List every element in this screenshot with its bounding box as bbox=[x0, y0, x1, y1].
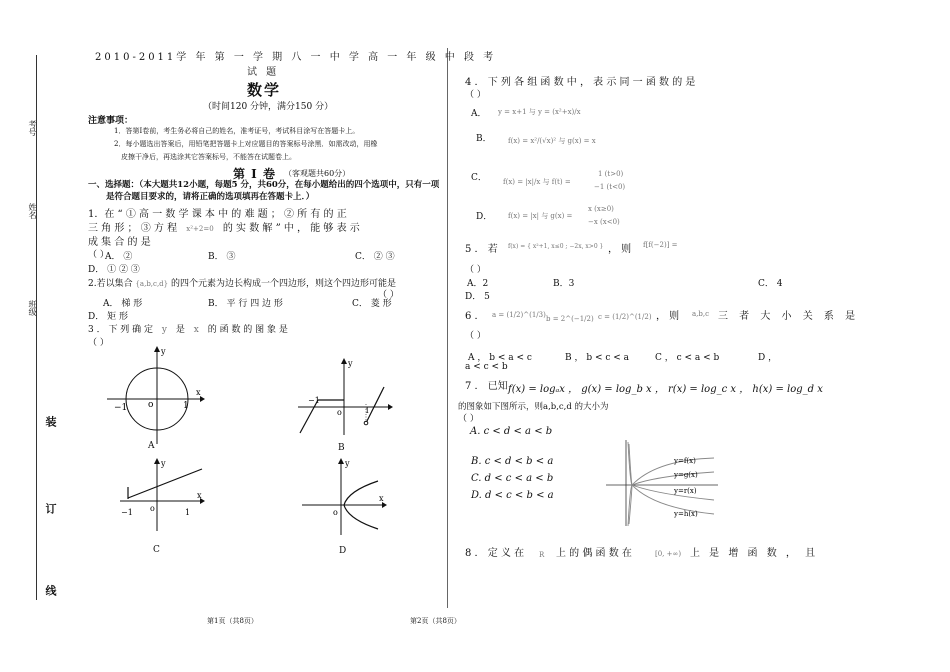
q7-label: 7 ． 已知 bbox=[465, 381, 508, 392]
q3-graph-b bbox=[296, 357, 396, 437]
q3-line1 bbox=[88, 322, 288, 335]
q6-abc: a,b,c bbox=[692, 310, 710, 318]
q2-option-b: B． 平 行 四 边 形 bbox=[208, 299, 283, 309]
q8-R: R bbox=[539, 551, 545, 559]
q4-b-label: B． bbox=[476, 134, 492, 144]
q6-option-c: C ， c < a < b bbox=[655, 353, 720, 363]
q8-interval: [0, +∞) bbox=[655, 550, 682, 558]
binding-line bbox=[36, 55, 37, 600]
time-info: （时间120 分钟，满分150 分） bbox=[203, 102, 334, 112]
part1-heading: 第 Ⅰ 卷 bbox=[233, 167, 276, 181]
q3-y: y bbox=[161, 325, 167, 335]
q6-option-d1: D ， bbox=[758, 353, 778, 363]
q2-line1 bbox=[88, 276, 396, 289]
q2-set: {a,b,c,d} bbox=[135, 280, 169, 288]
q7-funcs: f(x) = logₐx ， g(x) = log_b x ， r(x) = log_c x ， h(x) = log_d x bbox=[508, 384, 823, 395]
q6-a: a = (1/2)^(1/3) bbox=[492, 311, 546, 319]
q7-text: 的图象如下图所示，则a,b,c,d 的大小为 bbox=[458, 402, 609, 412]
q6-label: 6 ． bbox=[465, 311, 485, 322]
side-label-kaohao: 考号 bbox=[28, 120, 37, 136]
graph-d-x: x bbox=[379, 494, 384, 503]
curve-r-label: y=r(x) bbox=[674, 487, 697, 495]
graph-d-y: y bbox=[345, 459, 350, 468]
q1-line2-end: 的 实 数 解 ” 中 ， 能 够 表 示 bbox=[222, 223, 360, 234]
subject-title: 数学 bbox=[247, 81, 282, 99]
section1-intro-b: 是符合题目要求的，请将正确的选项填再在答题卡上．） bbox=[106, 192, 315, 202]
graph-c-x: x bbox=[197, 491, 202, 500]
graph-c-m1: −1 bbox=[121, 508, 133, 517]
q1-option-c: C． ② ③ bbox=[355, 252, 395, 262]
exam-title-line1: 2010-2011学 年 第 一 学 期 八 一 中 学 高 一 年 级 中 段 考 bbox=[95, 52, 497, 63]
q7-log-graph bbox=[606, 438, 721, 528]
graph-c-label: C bbox=[153, 545, 160, 555]
side-label-xingming: 姓名 bbox=[28, 203, 37, 219]
curve-g-label: y=g(x) bbox=[674, 471, 698, 479]
q3-start: 3 ． 下 列 确 定 bbox=[88, 325, 154, 335]
q4-c-label: C． bbox=[471, 173, 487, 183]
graph-a-x: x bbox=[196, 388, 201, 397]
q7-option-d: D. d < c < b < a bbox=[471, 490, 554, 501]
q6-text: 三 者 大 小 关 系 是 bbox=[718, 311, 860, 322]
q6-option-b: B ， b < c < a bbox=[565, 353, 630, 363]
column-divider bbox=[447, 48, 448, 608]
q1-line2 bbox=[88, 219, 360, 234]
side-mark-ding: 订 bbox=[44, 503, 57, 514]
q1-line1: 1．在 “ ① 高 一 数 学 课 本 中 的 难 题 ； ② 所 有 的 正 bbox=[88, 209, 347, 220]
q3-is: 是 bbox=[175, 325, 185, 335]
q1-option-d: D． ① ② ③ bbox=[88, 265, 140, 275]
q5-option-c: C． 4 bbox=[758, 279, 783, 289]
graph-c-y: y bbox=[161, 459, 166, 468]
q3-x: x bbox=[193, 325, 199, 335]
q4-d-case1: x (x≥0) bbox=[588, 205, 614, 213]
q4-c-case2: −1 (t<0) bbox=[594, 183, 626, 191]
graph-b-m1: −1 bbox=[308, 396, 320, 405]
graph-d-label: D bbox=[339, 546, 347, 556]
graph-a-o: o bbox=[148, 400, 154, 410]
side-mark-zhuang: 装 bbox=[44, 416, 57, 427]
page-footer-1: 第1页（共8页） bbox=[207, 617, 258, 625]
q7-option-b: B. c < d < b < a bbox=[471, 456, 554, 467]
q6-c: c = (1/2)^(1/2) bbox=[598, 313, 652, 321]
q4-d-case2: −x (x<0) bbox=[588, 218, 620, 226]
note-1: 1．答第I卷前，考生务必将自己的姓名，准考证号，考试科目涂写在答题卡上。 bbox=[114, 127, 360, 135]
q1-line2-start: 三 角 形 ； ③ 方 程 bbox=[88, 223, 178, 234]
side-label-banji: 班级 bbox=[28, 300, 37, 316]
graph-a-label: A bbox=[148, 441, 155, 451]
q5-paren: （ ） bbox=[465, 265, 486, 275]
graph-a-1: 1 bbox=[183, 401, 189, 411]
q8-line3: 上 是 增 函 数 ， 且 bbox=[690, 548, 819, 559]
q6-b: b = 2^(−1/2) bbox=[546, 315, 594, 323]
graph-a-m1: −1 bbox=[114, 403, 128, 413]
side-mark-xian: 线 bbox=[44, 585, 57, 596]
q1-line3: 成 集 合 的 是 bbox=[88, 237, 151, 248]
note-2b: 皮擦干净后，再选涂其它答案标号，不能答在试题卷上。 bbox=[121, 153, 296, 161]
q5-then: ， 则 bbox=[608, 244, 632, 255]
q4-c-case1: 1 (t>0) bbox=[598, 170, 624, 178]
graph-a-y: y bbox=[161, 347, 166, 356]
q2-option-d: D． 矩 形 bbox=[88, 312, 128, 322]
q4-a-expr: y = x+1 与 y = (x²+x)/x bbox=[498, 108, 581, 116]
q1-option-a: A． ② bbox=[105, 252, 133, 262]
q4-paren: （ ） bbox=[465, 90, 486, 100]
section1-intro-a: 一、选择题：（本大题共12小题，每题5 分，共60分，在每小题给出的四个选项中，只有一项 bbox=[88, 180, 440, 190]
curve-h-label: y=h(x) bbox=[674, 510, 698, 518]
exam-title-line2: 试 题 bbox=[247, 67, 280, 78]
q6-option-d2: a < c < b bbox=[465, 362, 508, 372]
q5-eq: f[f(−2)] = bbox=[643, 241, 678, 249]
q2-end: 的四个元素为边长构成一个四边形，则这个四边形可能是 bbox=[170, 279, 396, 289]
curve-f-label: y=f(x) bbox=[674, 457, 696, 465]
q7-paren: （ ） bbox=[458, 414, 479, 424]
graph-c-1: 1 bbox=[185, 508, 191, 517]
q1-equation: x²+2=0 bbox=[186, 225, 214, 233]
q4-b-expr: f(x) = x²/(√x)² 与 g(x) = x bbox=[508, 137, 596, 145]
q8-line1: 8 ． 定 义 在 bbox=[465, 548, 525, 559]
graph-b-o: o bbox=[337, 408, 342, 417]
q4-d-expr: f(x) = |x| 与 g(x) = bbox=[508, 212, 573, 220]
note-2a: 2．每小题选出答案后，用铅笔把答题卡上对应题目的答案标号涂黑．如需改动，用橡 bbox=[114, 140, 378, 148]
q5-line1: 5 ． 若 bbox=[465, 244, 498, 255]
q3-end: 的 函 数 的 图 象 是 bbox=[207, 325, 288, 335]
q5-option-d: D． 5 bbox=[465, 292, 490, 302]
q3-paren: （ ） bbox=[88, 338, 109, 348]
q2-option-c: C． 菱 形 bbox=[352, 299, 392, 309]
q5-option-b: B．3 bbox=[553, 279, 575, 289]
q4-line1: 4 ． 下 列 各 组 函 数 中 ， 表 示 同 一 函 数 的 是 bbox=[465, 77, 696, 88]
q4-c-expr: f(x) = |x|/x 与 f(t) = bbox=[503, 178, 571, 186]
q3-graph-d bbox=[300, 457, 390, 537]
q7-option-c: C. d < c < a < b bbox=[471, 473, 554, 484]
q2-option-a: A． 梯 形 bbox=[103, 299, 143, 309]
graph-b-label: B bbox=[338, 443, 345, 453]
graph-b-y: y bbox=[348, 359, 353, 368]
q6-paren: （ ） bbox=[465, 331, 486, 341]
q4-d-label: D． bbox=[476, 212, 493, 222]
q2-start: 2.若以集合 bbox=[88, 279, 133, 289]
graph-c-o: o bbox=[150, 504, 155, 513]
q4-a-label: A． bbox=[471, 109, 487, 119]
graph-b-1: 1 bbox=[365, 407, 370, 415]
q3-graph-c bbox=[118, 457, 208, 532]
graph-d-o: o bbox=[333, 508, 338, 517]
q1-paren: （ ） bbox=[88, 250, 109, 260]
q3-graph-a bbox=[104, 344, 209, 452]
q5-option-a: A．2 bbox=[467, 279, 489, 289]
q8-line2: 上 的 偶 函 数 在 bbox=[556, 548, 632, 559]
notes-heading: 注意事项： bbox=[88, 116, 134, 126]
page-footer-2: 第2页（共8页） bbox=[410, 617, 461, 625]
q5-func: f(x) = { x²+1, x≤0 ; −2x, x>0 } bbox=[508, 243, 604, 250]
part1-note: （客观题共60分） bbox=[284, 169, 351, 178]
q1-option-b: B． ③ bbox=[208, 252, 236, 262]
q2-paren: （ ） bbox=[378, 290, 399, 300]
q6-then: ， 则 bbox=[656, 311, 680, 322]
q6-option-a: A ， b < a < c bbox=[468, 353, 532, 363]
q7-option-a: A. c < d < a < b bbox=[470, 426, 553, 437]
